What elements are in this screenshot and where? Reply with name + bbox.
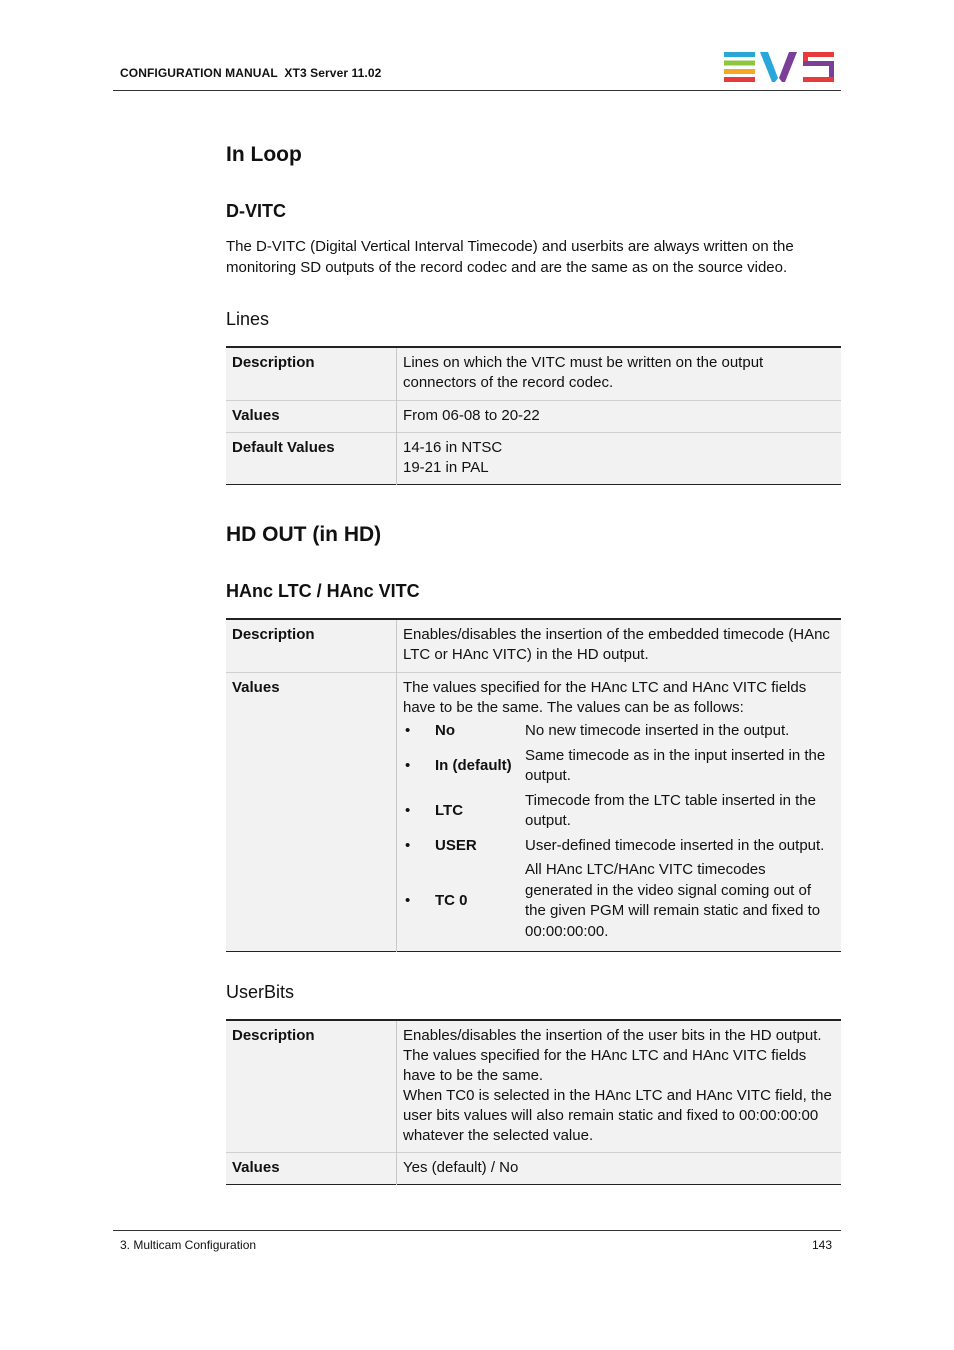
subsection-title-dvitc: D-VITC	[226, 201, 286, 221]
table-value	[397, 1020, 842, 1153]
table-row	[226, 1020, 841, 1153]
values-intro: The values specified for the HAnc LTC and HAnc VITC fields have to be the same. The values can be as follows:	[403, 679, 807, 716]
section-title-in-loop: In Loop	[226, 143, 302, 166]
lines-title-text: Lines	[226, 309, 270, 329]
option-name: LTC	[435, 801, 464, 819]
table-value: Yes (default) / No	[397, 1153, 842, 1185]
table-key: Values	[226, 401, 397, 433]
list-item	[403, 790, 835, 835]
values-options-list	[403, 720, 835, 945]
option-description: Same timecode as in the input inserted in the output.	[525, 746, 826, 784]
footer-rule	[113, 1230, 841, 1231]
table-value: From 06-08 to 20-22	[397, 401, 842, 433]
table-key: Description	[226, 347, 397, 401]
table-value: Enables/disables the insertion of the embedded timecode (HAnc LTC or HAnc VITC) in the HD output.	[397, 619, 842, 673]
bullet: •	[405, 891, 411, 909]
option-description: User-defined timecode inserted in the output.	[525, 836, 825, 854]
table-key: Description	[226, 1020, 397, 1153]
table-row	[226, 347, 841, 401]
table-key: Values	[226, 1153, 397, 1185]
subsection-title-lines	[226, 309, 269, 330]
evs-logo	[724, 52, 836, 82]
subsection-title-hanc: HAnc LTC / HAnc VITC	[226, 581, 420, 601]
list-item	[403, 720, 835, 745]
list-item	[403, 859, 835, 945]
default-value-ntsc: 14-16 in NTSC	[403, 439, 503, 456]
option-description: Timecode from the LTC table inserted in the output.	[525, 791, 816, 829]
document-header-title: CONFIGURATION MANUAL XT3 Server 11.02	[120, 66, 382, 80]
userbits-description-2: When TC0 is selected in the HAnc LTC and HAnc VITC field, the user bits values will also remain static and fixed to 00:00:00:00 whatever the selected value.	[403, 1087, 832, 1144]
table-row	[226, 673, 841, 952]
page-number: 143	[812, 1238, 833, 1252]
list-item	[403, 745, 835, 790]
userbits-table	[226, 1019, 841, 1185]
table-row	[226, 401, 841, 433]
option-description: No new timecode inserted in the output.	[525, 722, 790, 739]
table-value: Lines on which the VITC must be written on the output connectors of the record codec.	[397, 347, 842, 401]
option-name: USER	[435, 836, 477, 854]
bullet: •	[405, 756, 411, 774]
table-key: Description	[226, 619, 397, 673]
bullet: •	[405, 836, 411, 854]
userbits-description-1: Enables/disables the insertion of the user bits in the HD output. The values specified for the HAnc LTC and HAnc VITC fields have to be the same.	[403, 1027, 822, 1084]
header-rule	[113, 90, 841, 91]
default-value-pal: 19-21 in PAL	[403, 459, 489, 476]
bullet: •	[405, 722, 411, 739]
bullet: •	[405, 801, 411, 819]
table-key: Default Values	[226, 433, 397, 485]
table-row	[226, 619, 841, 673]
option-name: In (default)	[435, 756, 512, 774]
table-value	[397, 673, 842, 952]
list-item	[403, 835, 835, 860]
userbits-title-text: UserBits	[226, 982, 295, 1002]
section-title-hd-out: HD OUT (in HD)	[226, 523, 382, 546]
table-value	[397, 433, 842, 485]
table-key: Values	[226, 673, 397, 952]
option-name: No	[435, 722, 455, 739]
subsection-title-userbits	[226, 982, 294, 1003]
option-name: TC 0	[435, 891, 468, 909]
footer-chapter: 3. Multicam Configuration	[120, 1238, 257, 1252]
hanc-table	[226, 618, 841, 952]
table-row	[226, 1153, 841, 1185]
option-description: All HAnc LTC/HAnc VITC timecodes generated in the video signal coming out of the given PGM will remain static and fixed to 00:00:00:00.	[525, 861, 821, 940]
dvitc-paragraph: The D-VITC (Digital Vertical Interval Timecode) and userbits are always written on the monitoring SD outputs of the record codec and are the same as on the source video.	[226, 238, 794, 276]
lines-table	[226, 346, 841, 485]
table-row	[226, 433, 841, 485]
